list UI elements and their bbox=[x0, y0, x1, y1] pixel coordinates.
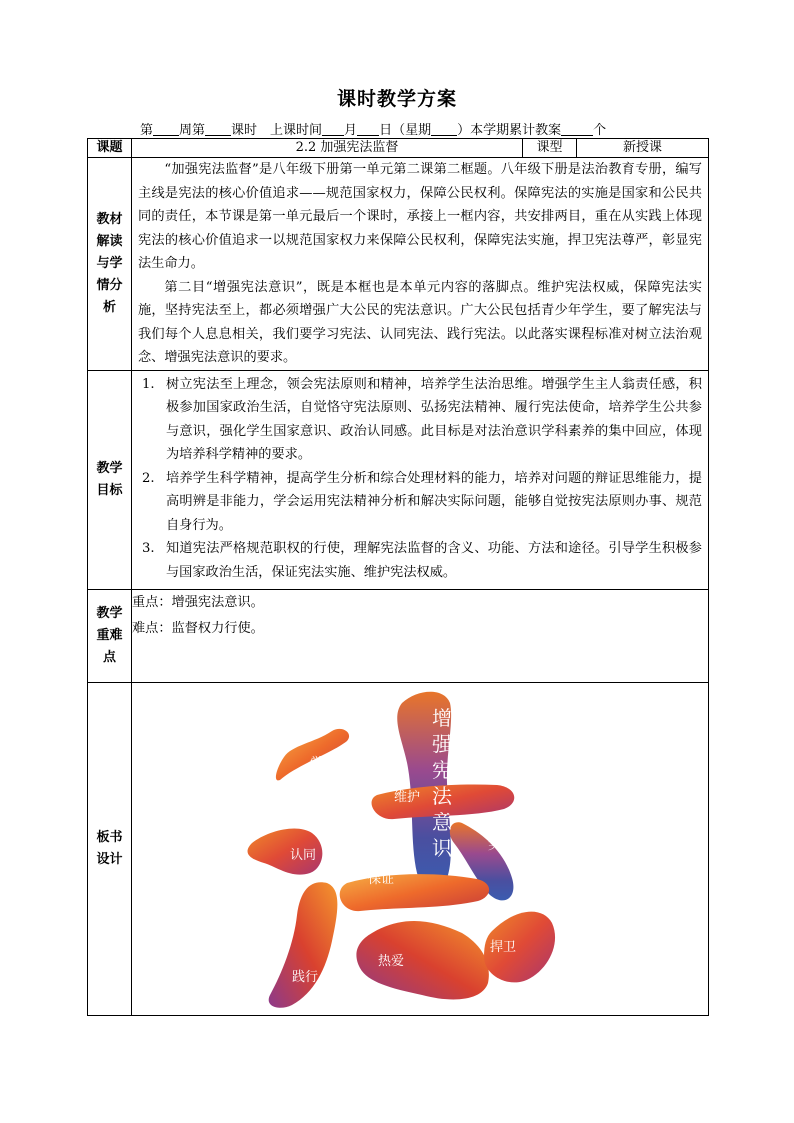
goal-text: 树立宪法至上理念，领会宪法原则和精神，培养学生法治思维。增强学生主人翁责任感，积极参加国家政治生活，自觉恪守宪法原则、弘扬宪法精神、履行宪法使命，培养学生公共参与意识，强化学生国家意识、政治认同感。此目标是对法治意识学科素养的集中回应，体现为培养科学精神的要求。 bbox=[166, 376, 702, 462]
cumulative-label: ）本学期累计教案 bbox=[457, 123, 562, 138]
label-line: 教学 bbox=[96, 460, 123, 476]
brush-stroke-rising bbox=[269, 882, 338, 1008]
brush-stroke-bottom bbox=[356, 920, 488, 999]
weekday-blank bbox=[431, 123, 457, 136]
analysis-row bbox=[88, 158, 709, 371]
month-blank bbox=[322, 123, 344, 136]
label-line: 教材 bbox=[96, 211, 123, 227]
analysis-paragraph-1: “加强宪法监督”是八年级下册第一单元第二课第二框题。八年级下册是法治教育专册，编写主线是宪法的核心价值追求——规范国家权力，保障公民权利。保障宪法的实施是国家和公民共同的责任，本节课是第一单元最后一个课时，承接上一框内容，共安排两目，重在从实践上体现宪法的核心价值追求一以规范国家权力来保障公民权利，保障宪法实施，捍卫宪法尊严，彰显宪法生命力。 bbox=[138, 162, 702, 271]
topic-value: 2.2 加强宪法监督 bbox=[132, 139, 523, 158]
analysis-content bbox=[132, 158, 709, 371]
label-line: 板书 bbox=[96, 829, 123, 845]
label-line: 教学 bbox=[96, 605, 123, 621]
lesson-info-line bbox=[140, 119, 606, 138]
goal-number: 2. bbox=[142, 470, 155, 486]
goals-label bbox=[88, 370, 132, 589]
board-row bbox=[88, 682, 709, 1015]
label-line: 重难 bbox=[96, 627, 123, 643]
board-design-cell bbox=[132, 682, 709, 1015]
period-prefix: 周第 bbox=[179, 123, 206, 138]
goal-item bbox=[142, 467, 702, 538]
weekday-label: 日（星期 bbox=[379, 123, 432, 138]
count-unit: 个 bbox=[593, 123, 607, 138]
label-line: 情分 bbox=[96, 277, 123, 293]
board-design-graphic bbox=[132, 683, 707, 1013]
keyword-weihu: 维护 bbox=[394, 789, 421, 805]
type-label: 课型 bbox=[523, 139, 577, 158]
goal-text: 培养学生科学精神，提高学生分析和综合处理材料的能力，培养对问题的辩证思维能力，提高明辨是非能力，学会运用宪法精神分析和解决实际问题，能够自觉按宪法原则办事、规范自身行为。 bbox=[166, 470, 702, 533]
keyword-reai: 热爱 bbox=[378, 953, 405, 969]
day-blank bbox=[357, 123, 379, 136]
keyword-baozheng: 保证 bbox=[368, 871, 395, 887]
week-blank bbox=[153, 123, 179, 136]
center-char: 增 bbox=[432, 705, 452, 730]
brush-stroke-horizontal-lower bbox=[340, 871, 489, 911]
brush-stroke-dot-top bbox=[276, 728, 349, 779]
topic-label: 课题 bbox=[88, 139, 132, 158]
label-line: 目标 bbox=[96, 482, 123, 498]
period-blank bbox=[205, 123, 231, 136]
label-line: 与学 bbox=[96, 255, 123, 271]
type-value: 新授课 bbox=[577, 139, 709, 158]
center-char: 法 bbox=[432, 783, 452, 808]
center-char: 意 bbox=[432, 809, 452, 834]
goals-content bbox=[132, 370, 709, 589]
goal-item bbox=[142, 373, 702, 467]
goals-list bbox=[132, 371, 708, 587]
lesson-plan-table bbox=[87, 138, 709, 1016]
page-title: 课时教学方案 bbox=[336, 88, 457, 110]
keyword-rentong: 认同 bbox=[290, 847, 317, 863]
label-line: 设计 bbox=[96, 851, 123, 867]
goal-item bbox=[142, 537, 702, 584]
header-row bbox=[88, 139, 709, 158]
analysis-label bbox=[88, 158, 132, 371]
goal-number: 3. bbox=[142, 541, 155, 556]
keyword-quanwei: 权威 bbox=[472, 771, 499, 787]
analysis-paragraph-2: 第二目“增强宪法意识”，既是本框也是本单元内容的落脚点。维护宪法权威，保障宪法实施，坚持宪法至上，都必须增强广大公民的宪法意识。广大公民包括青少年学生，要了解宪法与我们每个人息息相关，我们要学习宪法、认同宪法、践行宪法。以此落实课程标准对树立法治观念、增强宪法意识的要求。 bbox=[138, 279, 702, 365]
keyword-hanwei: 捍卫 bbox=[490, 939, 517, 955]
board-label bbox=[88, 682, 132, 1015]
goals-row bbox=[88, 370, 709, 589]
goal-text: 知道宪法严格规范职权的行使，理解宪法监督的含义、功能、方法和途径。引导学生积极参与国家政治生活，保证宪法实施、维护宪法权威。 bbox=[166, 541, 702, 580]
label-line: 析 bbox=[102, 299, 116, 315]
cumulative-blank bbox=[561, 123, 593, 136]
difficulty-point: 难点：监督权力行使。 bbox=[132, 620, 264, 636]
keyword-jianxing: 践行 bbox=[292, 969, 319, 985]
key-point: 重点：增强宪法意识。 bbox=[132, 594, 264, 610]
keyword-shishi: 实施 bbox=[488, 837, 515, 853]
week-prefix: 第 bbox=[140, 123, 154, 138]
keyword-xuexi: 学习 bbox=[310, 755, 337, 771]
keypoints-content bbox=[132, 589, 709, 682]
keypoints-row bbox=[88, 589, 709, 682]
center-char: 识 bbox=[432, 835, 452, 860]
month-label: 月 bbox=[344, 123, 358, 138]
center-char: 宪 bbox=[432, 757, 452, 782]
keypoints-label bbox=[88, 589, 132, 682]
label-line: 点 bbox=[102, 649, 116, 665]
center-char: 强 bbox=[432, 731, 452, 756]
goal-number: 1. bbox=[142, 376, 155, 392]
class-time-label: 课时 上课时间 bbox=[231, 123, 323, 138]
label-line: 解读 bbox=[96, 233, 123, 249]
